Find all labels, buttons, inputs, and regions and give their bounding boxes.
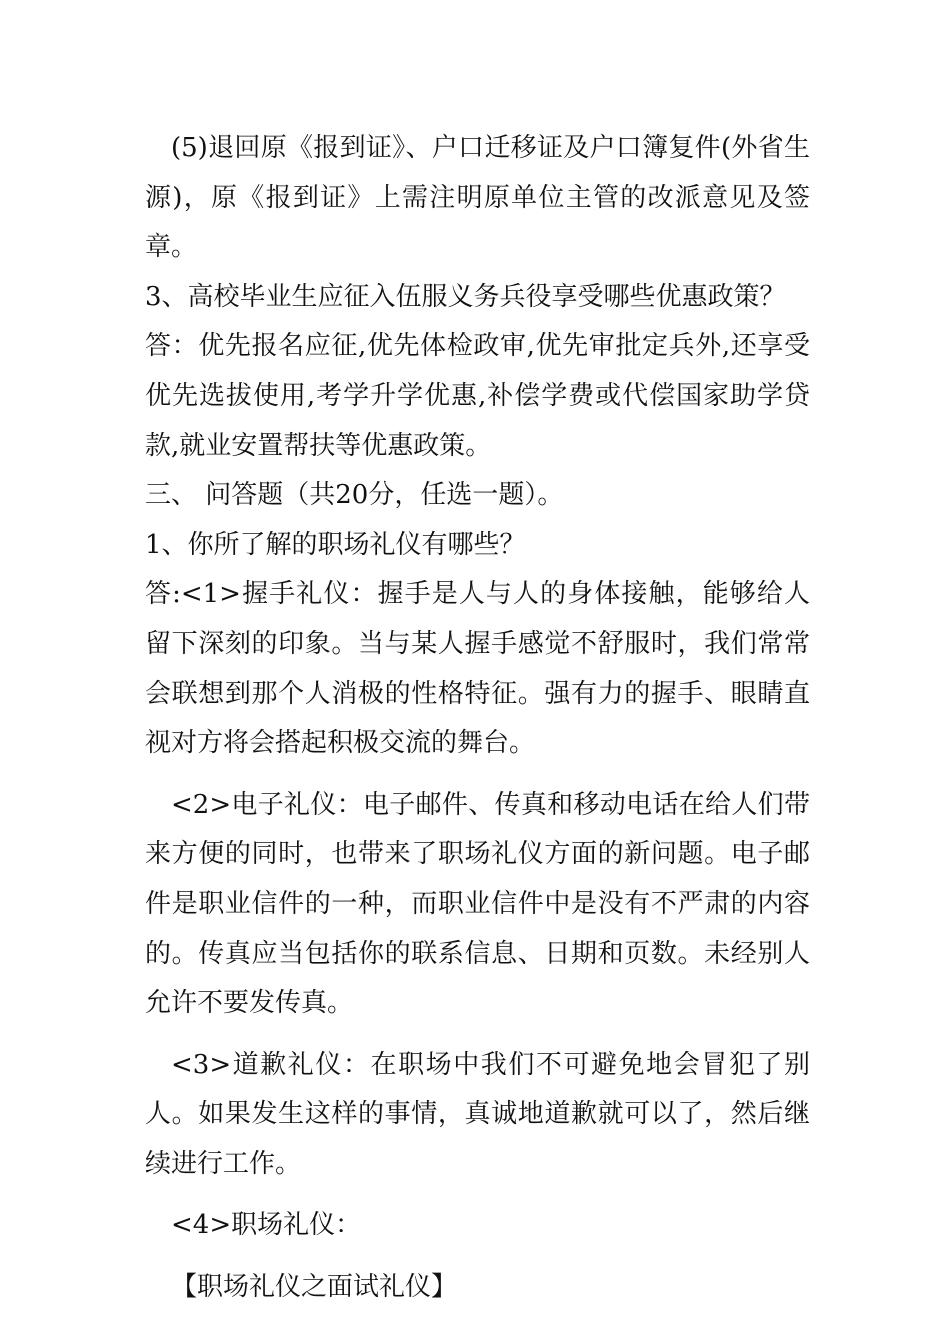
document-body [145, 124, 810, 1313]
answer-enlistment-policy: 答：优先报名应征,优先体检政审,优先审批定兵外,还享受优先选拔使用,考学升学优惠,补偿学费或代偿国家助学贷款,就业安置帮扶等优惠政策。 [145, 331, 810, 461]
answer-handshake-etiquette: 答:<1>握手礼仪：握手是人与人的身体接触，能够给人留下深刻的印象。当与某人握手感觉不舒服时，我们常常会联想到那个人消极的性格特征。强有力的握手、眼睛直视对方将会搭起积极交流的舞台。 [145, 579, 810, 759]
answer-apology-etiquette: <3>道歉礼仪：在职场中我们不可避免地会冒犯了别人。如果发生这样的事情，真诚地道歉就可以了，然后继续进行工作。 [145, 1049, 810, 1179]
answer-workplace-etiquette-heading: <4>职场礼仪： [171, 1210, 362, 1241]
paragraph-return-documents: (5)退回原《报到证》、户口迁移证及户口簿复件(外省生源)，原《报到证》上需注明原单位主管的改派意见及签章。 [145, 133, 810, 263]
question-enlistment-policy: 3、高校毕业生应征入伍服义务兵役享受哪些优惠政策？ [145, 281, 786, 312]
answer-electronic-etiquette: <2>电子礼仪：电子邮件、传真和移动电话在给人们带来方便的同时，也带来了职场礼仪方面的新问题。电子邮件是职业信件的一种，而职业信件中是没有不严肃的内容的。传真应当包括你的联系信息、日期和页数。未经别人允许不要发传真。 [145, 789, 810, 1019]
question-workplace-etiquette: 1、你所了解的职场礼仪有哪些？ [145, 529, 526, 560]
section-heading-essay-questions: 三、 问答题（共20分，任选一题）。 [145, 480, 564, 511]
interview-etiquette-heading: 【职场礼仪之面试礼仪】 [171, 1272, 458, 1303]
